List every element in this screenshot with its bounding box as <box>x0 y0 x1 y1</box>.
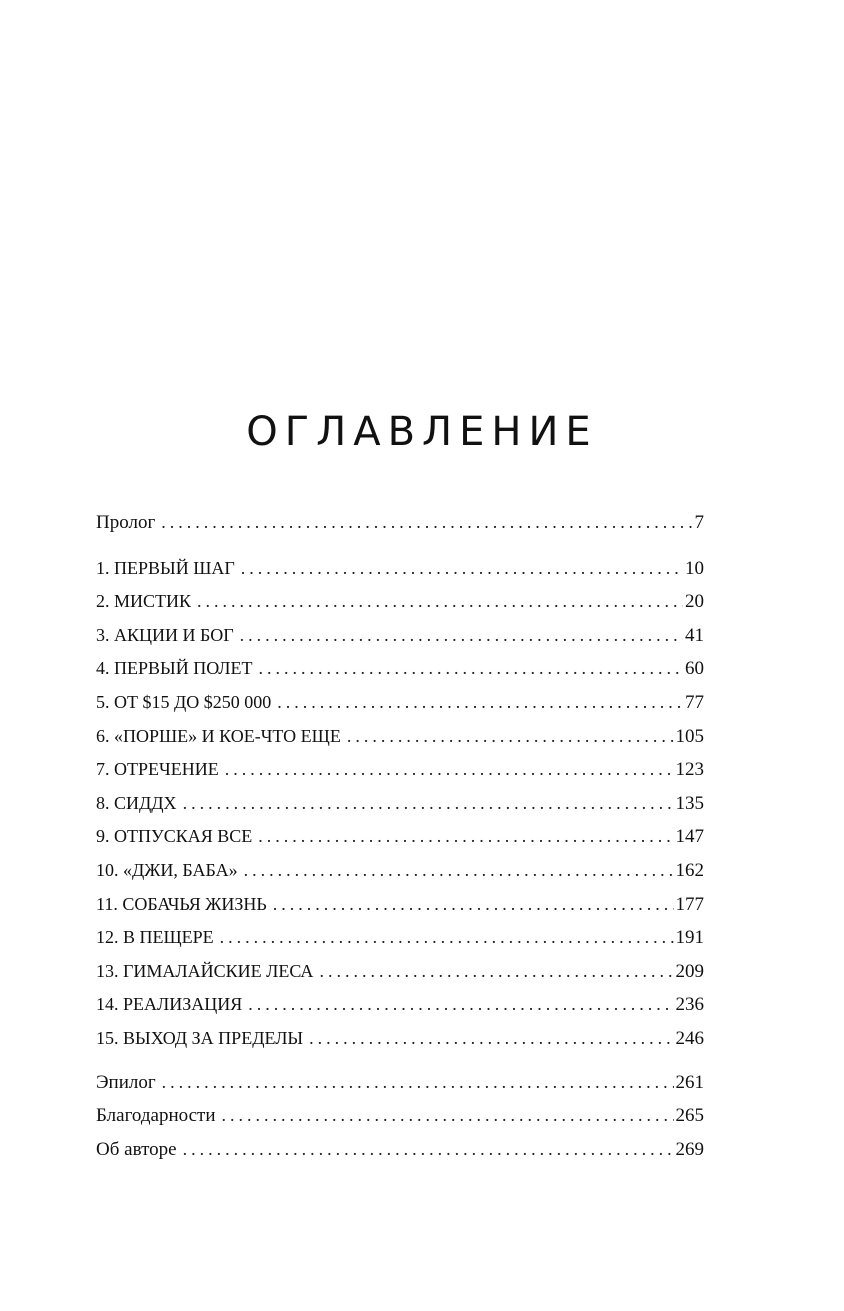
dot-leader <box>347 720 674 754</box>
dot-leader <box>244 854 674 888</box>
toc-entry <box>96 955 704 989</box>
toc-entry <box>96 585 704 619</box>
toc-page-number: 7 <box>694 512 704 533</box>
toc-entry-title: 7. ОТРЕЧЕНИЕ <box>96 759 219 780</box>
dot-leader <box>183 1133 674 1167</box>
toc-entry <box>96 921 704 955</box>
dot-leader <box>241 552 683 586</box>
toc-page-number: 105 <box>675 725 704 747</box>
dot-leader <box>319 955 673 989</box>
dot-leader <box>259 652 683 686</box>
toc-back-matter <box>96 1066 704 1167</box>
toc-entry-title: 12. В ПЕЩЕРЕ <box>96 927 214 948</box>
toc-page-number: 236 <box>675 994 704 1016</box>
dot-leader <box>258 820 673 854</box>
toc-entry-title: Пролог <box>96 512 156 533</box>
page-title: ОГЛАВЛЕНИЕ <box>246 409 598 455</box>
toc-entry <box>96 652 704 686</box>
toc-entry-title: 6. «ПОРШЕ» И КОЕ-ЧТО ЕЩЕ <box>96 725 341 746</box>
toc-entry-title: 13. ГИМАЛАЙСКИЕ ЛЕСА <box>96 960 314 981</box>
toc-page-number: 77 <box>685 691 704 713</box>
toc-page-number: 147 <box>675 826 704 848</box>
dot-leader <box>225 753 674 787</box>
toc-page-number: 162 <box>675 859 704 881</box>
toc-entry-title: 14. РЕАЛИЗАЦИЯ <box>96 994 243 1015</box>
toc-entry-title: 4. ПЕРВЫЙ ПОЛЕТ <box>96 658 253 679</box>
toc-page-number: 60 <box>685 658 704 680</box>
table-of-contents <box>96 506 704 1166</box>
toc-entry-title: 10. «ДЖИ, БАБА» <box>96 859 238 880</box>
dot-leader <box>220 921 674 955</box>
toc-entry <box>96 888 704 922</box>
toc-entry-title: Эпилог <box>96 1071 156 1093</box>
toc-page-number: 135 <box>675 792 704 814</box>
toc-entry <box>96 1066 704 1100</box>
toc-entry <box>96 506 704 540</box>
toc-front-matter <box>96 506 704 540</box>
toc-page-number: 20 <box>685 591 704 613</box>
toc-entry <box>96 1099 704 1133</box>
dot-leader <box>248 988 673 1022</box>
toc-entry-title: 2. МИСТИК <box>96 591 192 612</box>
toc-page-number: 246 <box>675 1027 704 1049</box>
toc-page-number: 123 <box>675 759 704 781</box>
toc-page-number: 261 <box>675 1071 704 1093</box>
toc-page-number: 191 <box>675 927 704 949</box>
dot-leader <box>277 686 683 720</box>
dot-leader <box>162 1066 674 1100</box>
toc-page-number: 269 <box>675 1138 704 1160</box>
toc-page-number: 177 <box>675 893 704 915</box>
toc-entry <box>96 820 704 854</box>
toc-entry-title: 3. АКЦИИ И БОГ <box>96 624 234 645</box>
toc-entry-title: 15. ВЫХОД ЗА ПРЕДЕЛЫ <box>96 1027 304 1048</box>
toc-entry-title: Благодарности <box>96 1105 216 1127</box>
toc-entry <box>96 1022 704 1056</box>
dot-leader <box>197 585 683 619</box>
toc-page-number: 209 <box>675 960 704 982</box>
toc-entry <box>96 552 704 586</box>
dot-leader <box>309 1022 673 1056</box>
toc-entry-title: 5. ОТ $15 ДО $250 000 <box>96 691 272 712</box>
dot-leader <box>161 506 692 540</box>
toc-chapters <box>96 552 704 1056</box>
dot-leader <box>183 787 674 821</box>
toc-entry-title: 8. СИДДХ <box>96 792 177 813</box>
toc-entry <box>96 787 704 821</box>
toc-entry <box>96 988 704 1022</box>
dot-leader <box>273 888 674 922</box>
toc-entry <box>96 686 704 720</box>
dot-leader <box>240 619 683 653</box>
toc-page-number: 265 <box>675 1105 704 1127</box>
toc-page-number: 41 <box>685 624 704 646</box>
toc-entry <box>96 753 704 787</box>
toc-entry <box>96 1133 704 1167</box>
toc-page-number: 10 <box>685 557 704 579</box>
toc-entry <box>96 854 704 888</box>
toc-entry-title: Об авторе <box>96 1138 177 1160</box>
dot-leader <box>222 1099 674 1133</box>
toc-entry-title: 11. СОБАЧЬЯ ЖИЗНЬ <box>96 893 267 914</box>
toc-entry <box>96 619 704 653</box>
toc-entry-title: 1. ПЕРВЫЙ ШАГ <box>96 557 235 578</box>
toc-entry <box>96 720 704 754</box>
toc-entry-title: 9. ОТПУСКАЯ ВСЕ <box>96 826 253 847</box>
